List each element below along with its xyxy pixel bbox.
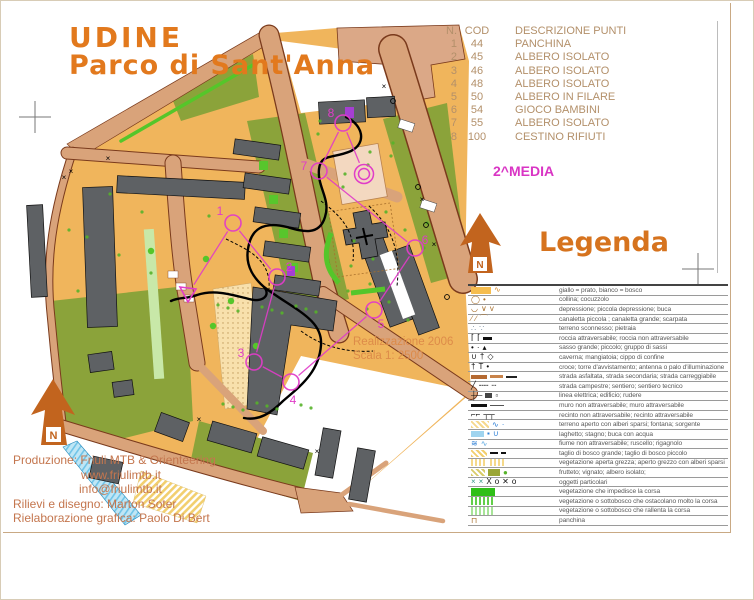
legend-label: croce; torre d'avvistamento; antenna o palo d'illuminazione bbox=[559, 363, 725, 371]
legend-glyph: ∵ bbox=[479, 323, 485, 333]
credit-surveyor: Rilievi e disegno: Marton Soter bbox=[13, 496, 177, 511]
control-number: 5 bbox=[377, 317, 385, 331]
legend-label: vegetazione o sottobosco che rallenta la corsa bbox=[559, 507, 691, 515]
control-table-cell: 45 bbox=[470, 51, 484, 64]
table-row bbox=[441, 65, 626, 78]
legend-heading: Legenda bbox=[539, 227, 669, 258]
legend-table bbox=[468, 284, 728, 526]
legend-row bbox=[468, 420, 728, 430]
legend-glyph: · bbox=[476, 342, 480, 352]
legend-glyph: ⌒ bbox=[479, 314, 488, 324]
control-table-cell: 6 bbox=[450, 104, 457, 117]
legend-glyph: o bbox=[511, 477, 517, 487]
legend-label: roccia attraversabile; roccia non attraversabile bbox=[559, 334, 689, 342]
legend-row bbox=[468, 430, 728, 440]
table-row bbox=[441, 25, 626, 38]
control-table-cell: PANCHINA bbox=[515, 38, 572, 51]
legend-glyph: ∴ bbox=[471, 323, 477, 333]
legend-label: collina; cocuzzolo bbox=[559, 296, 609, 304]
legend-label: depressione; piccola depressione; buca bbox=[559, 305, 672, 313]
legend-label: strada campestre; sentiero; sentiero tecnico bbox=[559, 382, 683, 390]
map-title bbox=[69, 23, 375, 81]
table-row bbox=[441, 51, 626, 64]
svg-text:×: × bbox=[196, 415, 202, 424]
map-info bbox=[353, 335, 453, 363]
legend-glyph bbox=[471, 488, 495, 496]
control-number: 7 bbox=[300, 159, 308, 173]
control-table-cell: 1 bbox=[450, 38, 457, 51]
credit-email: info@friulimtb.it bbox=[79, 482, 162, 497]
legend-glyph: ┼─ bbox=[471, 390, 483, 400]
legend-glyph bbox=[471, 287, 491, 294]
legend-glyph: ✕ bbox=[502, 477, 509, 487]
legend-row bbox=[468, 324, 728, 334]
legend-glyph: ▴ bbox=[482, 342, 487, 352]
legend-row bbox=[468, 440, 728, 450]
legend-label: canaletta piccola ; canaletta grande; scarpata bbox=[559, 315, 688, 323]
legend-row bbox=[468, 305, 728, 315]
control-table-cell: 48 bbox=[470, 77, 484, 90]
control-table-header: COD bbox=[464, 25, 490, 37]
svg-text:×: × bbox=[105, 154, 111, 163]
control-number: 8 bbox=[327, 106, 335, 120]
special-objects-symbol bbox=[468, 478, 559, 486]
control-number: 2 bbox=[285, 260, 293, 274]
north-label: N bbox=[49, 430, 58, 442]
control-table-cell: 2 bbox=[450, 51, 457, 64]
control-table-cell: 3 bbox=[450, 64, 457, 77]
powerline-building-ruin-symbol bbox=[468, 392, 559, 400]
legend-row bbox=[468, 459, 728, 469]
legend-glyph bbox=[471, 469, 485, 476]
credit-graphics: Rielaborazione grafica: Paolo Di Bert bbox=[13, 511, 210, 526]
legend-glyph: ◡ bbox=[471, 304, 478, 314]
legend-row bbox=[468, 392, 728, 402]
control-number: 4 bbox=[289, 393, 297, 407]
legend-label: panchina bbox=[559, 517, 585, 525]
legend-glyph bbox=[471, 404, 487, 407]
legend-row bbox=[468, 353, 728, 363]
sheet-frame-right bbox=[730, 3, 731, 533]
legend-row bbox=[468, 411, 728, 421]
control-table-header: DESCRIZIONE PUNTI bbox=[515, 25, 627, 37]
legend-row bbox=[468, 315, 728, 325]
legend-row bbox=[468, 286, 728, 296]
control-table-cell: 100 bbox=[467, 130, 487, 143]
legend-label: laghetto; stagno; buca con acqua bbox=[559, 430, 653, 438]
credit-production: Produzione: Friuli MTB & Orienteering bbox=[13, 453, 216, 467]
legend-glyph bbox=[490, 375, 503, 378]
slow-vegetation-strong-symbol bbox=[468, 497, 559, 505]
control-table-cell: ALBERO IN FILARE bbox=[515, 91, 616, 104]
legend-glyph: × bbox=[478, 477, 484, 487]
legend-label: terreno aperto con alberi sparsi; fontana; sorgente bbox=[559, 421, 701, 429]
legend-glyph: ┬┬ bbox=[483, 410, 495, 420]
table-row bbox=[441, 91, 626, 104]
legend-glyph bbox=[490, 405, 504, 406]
legend-glyph: ∿ bbox=[494, 285, 501, 295]
legend-glyph: • bbox=[482, 294, 486, 304]
title-park: Parco di Sant'Anna bbox=[69, 50, 376, 82]
control-number: 3 bbox=[237, 346, 245, 360]
legend-row bbox=[468, 372, 728, 382]
legend-glyph bbox=[471, 431, 484, 437]
legend-glyph: X bbox=[486, 477, 492, 487]
control-descriptions-table bbox=[441, 25, 626, 144]
cave-feeder-stone-symbol bbox=[468, 353, 559, 361]
sheet-fold-line bbox=[717, 21, 718, 273]
control-table-header: N. bbox=[446, 25, 457, 37]
control-table-cell: 44 bbox=[470, 38, 484, 51]
legend-glyph bbox=[501, 452, 506, 454]
legend-glyph: ⊓ bbox=[471, 515, 478, 525]
legend-glyph: ⌐⌐ bbox=[471, 410, 481, 420]
pond-symbol bbox=[468, 430, 559, 438]
svg-text:×: × bbox=[68, 167, 74, 176]
legend-label: frutteto; vignato; albero isolato; bbox=[559, 469, 646, 477]
legend-label: fiume non attraversabile; ruscello; rigagnolo bbox=[559, 440, 683, 448]
credits bbox=[13, 453, 216, 526]
paths-symbol bbox=[468, 382, 559, 390]
legend-glyph: † bbox=[479, 352, 485, 362]
control-table-cell: CESTINO RIFIUTI bbox=[515, 130, 606, 143]
control-table-cell: 7 bbox=[450, 117, 457, 130]
legend-row bbox=[468, 507, 728, 517]
hill-knoll-symbol bbox=[468, 296, 559, 304]
control-table-cell: GIOCO BAMBINI bbox=[515, 104, 600, 117]
legend-glyph: × bbox=[471, 477, 476, 487]
control-table-cell: 4 bbox=[450, 77, 457, 90]
legend-glyph: ╱ bbox=[471, 381, 476, 391]
legend-glyph: • bbox=[486, 362, 490, 372]
control-table-cell: 50 bbox=[470, 91, 484, 104]
legend-glyph: ∕ bbox=[475, 314, 477, 324]
legend-glyph: ▪ bbox=[487, 429, 490, 439]
legend-label: caverna; mangiatoia; cippo di confine bbox=[559, 353, 665, 361]
rock-face-symbol bbox=[468, 334, 559, 342]
table-row bbox=[441, 117, 626, 130]
legend-glyph bbox=[471, 450, 487, 457]
legend-glyph bbox=[483, 337, 492, 340]
north-label: N bbox=[476, 260, 484, 271]
title-city: UDINE bbox=[69, 21, 183, 54]
legend-glyph bbox=[471, 421, 489, 428]
legend-row bbox=[468, 344, 728, 354]
river-stream-symbol bbox=[468, 440, 559, 448]
control-table-cell: ALBERO ISOLATO bbox=[515, 64, 610, 77]
legend-glyph bbox=[471, 507, 495, 515]
legend-label: muro non attraversabile; muro attraversabile bbox=[559, 401, 684, 409]
control-table-cell: 8 bbox=[450, 130, 457, 143]
svg-text:×: × bbox=[314, 447, 320, 456]
legend-row bbox=[468, 382, 728, 392]
open-land-swatch-symbol bbox=[468, 286, 559, 294]
fences-symbol bbox=[468, 411, 559, 419]
control-number: 6 bbox=[421, 233, 429, 247]
legend-label: strada asfaltata, strada secondaria; strada carreggiabile bbox=[559, 373, 717, 381]
legend-glyph: · bbox=[501, 419, 505, 429]
map-info-scale: Scala 1: 2500 bbox=[353, 350, 424, 362]
control-table-cell: ALBERO ISOLATO bbox=[515, 117, 610, 130]
legend-label: taglio di bosco grande; taglio di bosco piccolo bbox=[559, 449, 687, 457]
control-table-cell: ALBERO ISOLATO bbox=[515, 77, 610, 90]
legend-row bbox=[468, 363, 728, 373]
legend-glyph: ∕ bbox=[471, 314, 473, 324]
table-row bbox=[441, 104, 626, 117]
boulders-symbol bbox=[468, 344, 559, 352]
control-table-cell: 55 bbox=[470, 117, 484, 130]
legend-glyph: ╌╌ bbox=[478, 381, 489, 391]
table-row bbox=[441, 78, 626, 91]
credit-website: www.friulimtb.it bbox=[81, 467, 162, 482]
legend-glyph: • bbox=[471, 342, 474, 352]
legend-glyph bbox=[485, 393, 492, 398]
ditch-earthbank-symbol bbox=[468, 315, 559, 323]
legend-glyph: T bbox=[478, 362, 484, 372]
map-info-year: Realizzazione 2006 bbox=[353, 336, 454, 348]
legend-glyph bbox=[490, 452, 498, 454]
legend-label: terreno sconnesso; pietraia bbox=[559, 325, 636, 333]
open-scattered-trees-water-symbol bbox=[468, 421, 559, 429]
legend-row bbox=[468, 497, 728, 507]
course-class-label: 2^MEDIA bbox=[493, 163, 555, 179]
legend-label: vegetazione o sottobosco che ostacolano molto la corsa bbox=[559, 497, 718, 505]
sheet-frame-bottom bbox=[3, 532, 731, 533]
forest-cut-symbol bbox=[468, 450, 559, 457]
legend-label: vegetazione che impedisce la corsa bbox=[559, 488, 661, 496]
legend-row bbox=[468, 401, 728, 411]
legend-glyph bbox=[471, 459, 487, 466]
legend-glyph bbox=[488, 469, 500, 476]
svg-text:×: × bbox=[431, 240, 437, 249]
svg-text:×: × bbox=[381, 82, 387, 91]
legend-glyph bbox=[471, 497, 495, 505]
legend-row bbox=[468, 487, 728, 497]
legend-glyph: ∪ bbox=[492, 429, 499, 439]
control-table-cell: 5 bbox=[450, 91, 457, 104]
slow-vegetation-light-symbol bbox=[468, 507, 559, 515]
table-row bbox=[441, 131, 626, 144]
depression-pit-symbol bbox=[468, 305, 559, 313]
legend-row bbox=[468, 449, 728, 459]
legend-glyph: ⌈ bbox=[477, 333, 481, 343]
legend-label: vegetazione aperta grezza; aperto grezzo con alberi sparsi bbox=[559, 459, 725, 467]
legend-glyph: o bbox=[494, 477, 500, 487]
bench-symbol bbox=[468, 517, 559, 525]
legend-glyph: ∿ bbox=[492, 419, 499, 429]
table-row bbox=[441, 38, 626, 51]
legend-glyph: ● bbox=[503, 467, 508, 477]
legend-glyph bbox=[506, 376, 517, 378]
control-number: 1 bbox=[216, 204, 224, 218]
legend-glyph: ≋ bbox=[471, 438, 478, 448]
legend-glyph: † bbox=[471, 362, 476, 372]
legend-glyph: ∿ bbox=[480, 438, 488, 448]
legend-glyph: ∨ bbox=[480, 304, 487, 314]
rough-ground-stony-symbol bbox=[468, 325, 559, 333]
legend-label: sasso grande; piccolo; gruppo di sassi bbox=[559, 344, 667, 352]
legend-row bbox=[468, 296, 728, 306]
control-table-cell: 54 bbox=[470, 104, 484, 117]
legend-glyph bbox=[471, 375, 487, 379]
roads-symbol bbox=[468, 375, 559, 379]
svg-text:×: × bbox=[419, 195, 425, 204]
cross-tower-pole-symbol bbox=[468, 363, 559, 371]
legend-row bbox=[468, 334, 728, 344]
legend-label: oggetti particolari bbox=[559, 478, 608, 486]
walls-symbol bbox=[468, 404, 559, 407]
legend-glyph: ◯ bbox=[471, 294, 480, 304]
legend-glyph bbox=[490, 459, 506, 466]
impassable-vegetation-symbol bbox=[468, 488, 559, 496]
legend-row bbox=[468, 478, 728, 488]
legend-glyph: ∪ bbox=[471, 352, 477, 362]
orchard-vineyard-tree-symbol bbox=[468, 469, 559, 477]
svg-text:×: × bbox=[61, 173, 67, 182]
control-table-cell: ALBERO ISOLATO bbox=[515, 51, 610, 64]
legend-label: recinto non attraversabile; recinto attraversabile bbox=[559, 411, 693, 419]
legend-label: giallo = prato, bianco = bosco bbox=[559, 286, 643, 294]
legend-glyph: ◇ bbox=[487, 352, 494, 362]
legend-label: linea elettrica; edificio; rudere bbox=[559, 392, 642, 400]
legend-row bbox=[468, 516, 728, 526]
legend-glyph: ⌈ bbox=[471, 333, 475, 343]
legend-glyph: ┄ bbox=[491, 381, 497, 391]
rough-open-vegetation-symbol bbox=[468, 459, 559, 466]
control-table-cell: 46 bbox=[470, 64, 484, 77]
legend-glyph: ▫ bbox=[495, 390, 499, 400]
legend-glyph: v bbox=[489, 304, 494, 314]
